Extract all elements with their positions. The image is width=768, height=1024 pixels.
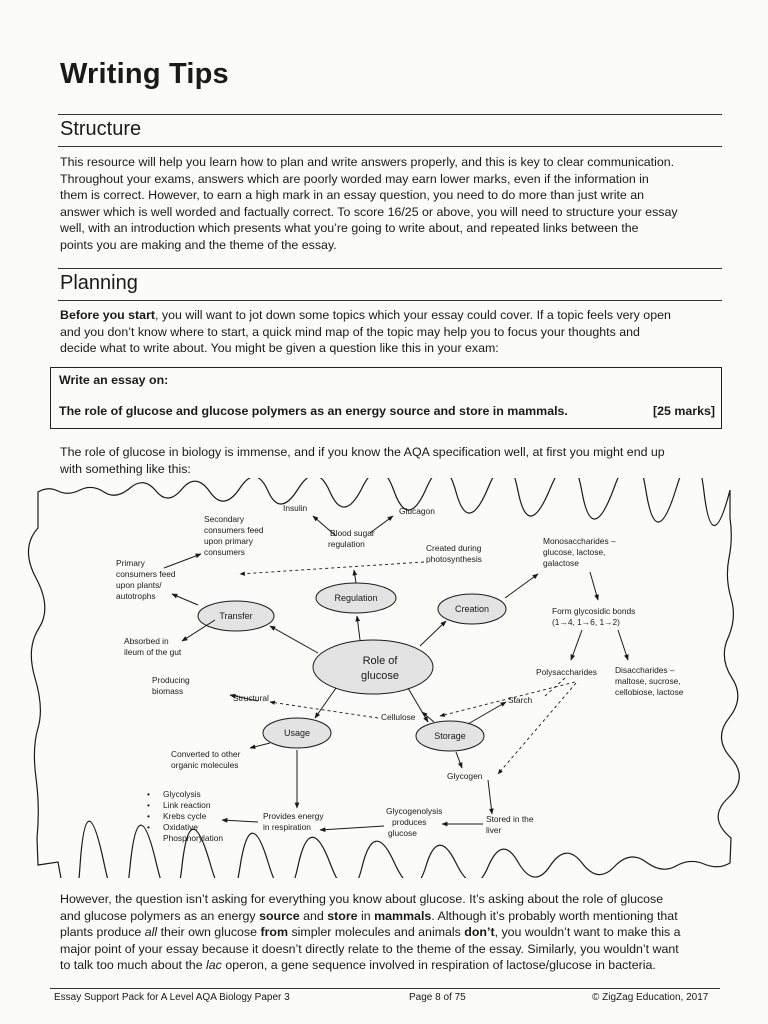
label-primary-2: consumers feed bbox=[116, 569, 176, 579]
text-span: their own glucose bbox=[157, 925, 261, 940]
text-span: in bbox=[357, 908, 375, 923]
text-span: , you will want to jot down some topics which your essay could cover. If a topic feels very open bbox=[155, 308, 671, 322]
respiration-list bbox=[147, 789, 223, 843]
label-glycogenolysis-2: produces bbox=[392, 817, 427, 827]
label-disaccharides-1: Disaccharides – bbox=[615, 665, 675, 675]
text-line: points you are making and the theme of the essay. bbox=[60, 237, 337, 252]
planning-paragraph bbox=[60, 307, 720, 357]
node-creation-label: Creation bbox=[454, 604, 490, 614]
label-converted-2: organic molecules bbox=[171, 760, 239, 770]
label-polysaccharides: Polysaccharides bbox=[536, 667, 597, 677]
label-producing-2: biomass bbox=[152, 686, 184, 696]
center-label-1: Role of bbox=[362, 655, 398, 667]
footer-left: Essay Support Pack for A Level AQA Biology Paper 3 bbox=[54, 992, 290, 1003]
label-secondary-4: consumers bbox=[204, 547, 245, 557]
label-created-2: photosynthesis bbox=[426, 554, 482, 564]
node-usage-label: Usage bbox=[283, 728, 311, 738]
text-line bbox=[60, 307, 720, 324]
label-primary-4: autotrophs bbox=[116, 591, 156, 601]
label-blood-sugar-2: regulation bbox=[328, 539, 365, 549]
text-line: answer which is well worded and factually correct. To score 16/25 or above, you will need to structure your essay bbox=[60, 204, 678, 219]
page-title: Writing Tips bbox=[60, 58, 229, 90]
label-absorbed-1: Absorbed in bbox=[124, 636, 169, 646]
italic-text: all bbox=[144, 925, 158, 940]
label-secondary-1: Secondary bbox=[204, 514, 245, 524]
bullet: • bbox=[147, 789, 150, 799]
label-blood-sugar-1: Blood sugar bbox=[330, 528, 375, 538]
label-insulin: Insulin bbox=[283, 503, 308, 513]
label-glycogenolysis-3: glucose bbox=[388, 828, 417, 838]
label-resp-2: Link reaction bbox=[163, 800, 211, 810]
label-resp-3: Krebs cycle bbox=[163, 811, 207, 821]
label-secondary-3: upon primary bbox=[204, 536, 253, 546]
bullet: • bbox=[147, 800, 150, 810]
bold-text: source bbox=[259, 908, 300, 923]
text-line: However, the question isn’t asking for everything you know about glucose. It’s asking about the role of glucose bbox=[60, 892, 664, 906]
node-regulation-label: Regulation bbox=[334, 593, 378, 603]
label-primary-1: Primary bbox=[116, 558, 145, 568]
label-primary-3: upon plants/ bbox=[116, 580, 162, 590]
label-created-1: Created during bbox=[426, 543, 482, 553]
label-glycosidic-2: (1→4, 1→6, 1→2) bbox=[552, 617, 620, 627]
label-resp-4: Oxidative bbox=[163, 822, 198, 832]
label-cellulose: Cellulose bbox=[381, 712, 416, 722]
bold-text: Before you start bbox=[60, 308, 156, 322]
structure-paragraph bbox=[60, 154, 720, 254]
footer-copyright: © ZigZag Education, 2017 bbox=[592, 992, 709, 1003]
label-glycogenolysis-1: Glycogenolysis bbox=[386, 806, 443, 816]
footer-divider bbox=[50, 988, 720, 989]
text-line: them is correct. However, to earn a high mark in an essay question, you need to do more than just write an bbox=[60, 188, 645, 203]
mind-map bbox=[0, 478, 768, 878]
label-absorbed-2: ileum of the gut bbox=[124, 647, 182, 657]
essay-question: The role of glucose and glucose polymers as an energy source and store in mammals. bbox=[59, 404, 568, 418]
label-mono-1: Monosaccharides – bbox=[543, 536, 616, 546]
intro-paragraph bbox=[60, 444, 720, 477]
text-span: operon, a gene sequence involved in respiration of lactose/glucose in bacteria. bbox=[221, 958, 656, 973]
label-starch: Starch bbox=[508, 695, 533, 705]
text-line: with something like this: bbox=[60, 461, 191, 476]
bold-text: don’t bbox=[464, 925, 495, 940]
center-node bbox=[313, 640, 433, 694]
essay-marks: [25 marks] bbox=[653, 404, 715, 418]
conclusion-paragraph bbox=[60, 891, 720, 974]
divider bbox=[58, 300, 722, 301]
divider bbox=[58, 146, 722, 147]
divider bbox=[58, 114, 722, 115]
text-span: , you wouldn’t want to make this a bbox=[494, 925, 681, 940]
essay-prompt: Write an essay on: bbox=[59, 373, 169, 387]
text-line bbox=[60, 957, 720, 974]
bold-text: mammals bbox=[374, 908, 432, 923]
text-line bbox=[60, 924, 720, 941]
label-provides-2: in respiration bbox=[263, 822, 311, 832]
footer-page-number: Page 8 of 75 bbox=[409, 992, 466, 1003]
text-span: and glucose polymers as an energy bbox=[60, 908, 260, 923]
text-line: and you don’t know where to start, a quick mind map of the topic may help you to focus your thoughts and bbox=[60, 324, 640, 339]
label-producing-1: Producing bbox=[152, 675, 190, 685]
essay-question-box bbox=[50, 367, 722, 429]
label-stored-1: Stored in the bbox=[486, 814, 534, 824]
label-disaccharides-3: cellobiose, lactose bbox=[615, 687, 684, 697]
text-line: This resource will help you learn how to plan and write answers properly, and this is key to clear communication. bbox=[60, 155, 675, 169]
text-line: decide what to write about. You might be given a question like this in your exam: bbox=[60, 341, 499, 356]
bullet: • bbox=[147, 811, 150, 821]
label-provides-1: Provides energy bbox=[263, 811, 324, 821]
bullet: • bbox=[147, 822, 150, 832]
text-line: Throughout your exams, answers which are poorly worded may earn lower marks, even if the information in bbox=[60, 171, 649, 186]
text-line: major point of your essay because it doesn’t directly relate to the theme of the essay. Similarly, you wouldn’t want bbox=[60, 941, 679, 956]
label-mono-2: glucose, lactose, bbox=[543, 547, 606, 557]
label-stored-2: liver bbox=[486, 825, 502, 835]
text-span: to talk too much about the bbox=[60, 958, 207, 973]
text-span: plants produce bbox=[60, 925, 145, 940]
label-converted-1: Converted to other bbox=[171, 749, 241, 759]
center-label-2: glucose bbox=[361, 670, 399, 682]
text-span: . Although it’s probably worth mentioning that bbox=[431, 908, 678, 923]
bold-text: store bbox=[327, 908, 358, 923]
italic-text: lac bbox=[206, 958, 222, 973]
label-structural: Structural bbox=[233, 693, 269, 703]
label-resp-1: Glycolysis bbox=[163, 789, 201, 799]
text-line: The role of glucose in biology is immense, and if you know the AQA specification well, at first you might end up bbox=[60, 445, 665, 459]
text-span: and bbox=[299, 908, 328, 923]
text-span: simpler molecules and animals bbox=[288, 925, 465, 940]
structure-heading: Structure bbox=[60, 118, 142, 140]
bold-text: from bbox=[260, 925, 288, 940]
label-disaccharides-2: maltose, sucrose, bbox=[615, 676, 681, 686]
label-resp-5: Phosphorylation bbox=[163, 833, 224, 843]
label-glucagon: Glucagon bbox=[399, 506, 435, 516]
divider bbox=[58, 268, 722, 269]
text-line: well, with an introduction which presents what you’re going to write about, and repeated links between the bbox=[60, 221, 639, 236]
label-glycogen: Glycogen bbox=[447, 771, 483, 781]
label-mono-3: galactose bbox=[543, 558, 579, 568]
label-secondary-2: consumers feed bbox=[204, 525, 264, 535]
node-transfer-label: Transfer bbox=[219, 611, 253, 621]
node-storage-label: Storage bbox=[434, 731, 466, 741]
planning-heading: Planning bbox=[60, 272, 138, 294]
text-line bbox=[60, 908, 720, 925]
label-glycosidic-1: Form glycosidic bonds bbox=[552, 606, 636, 616]
